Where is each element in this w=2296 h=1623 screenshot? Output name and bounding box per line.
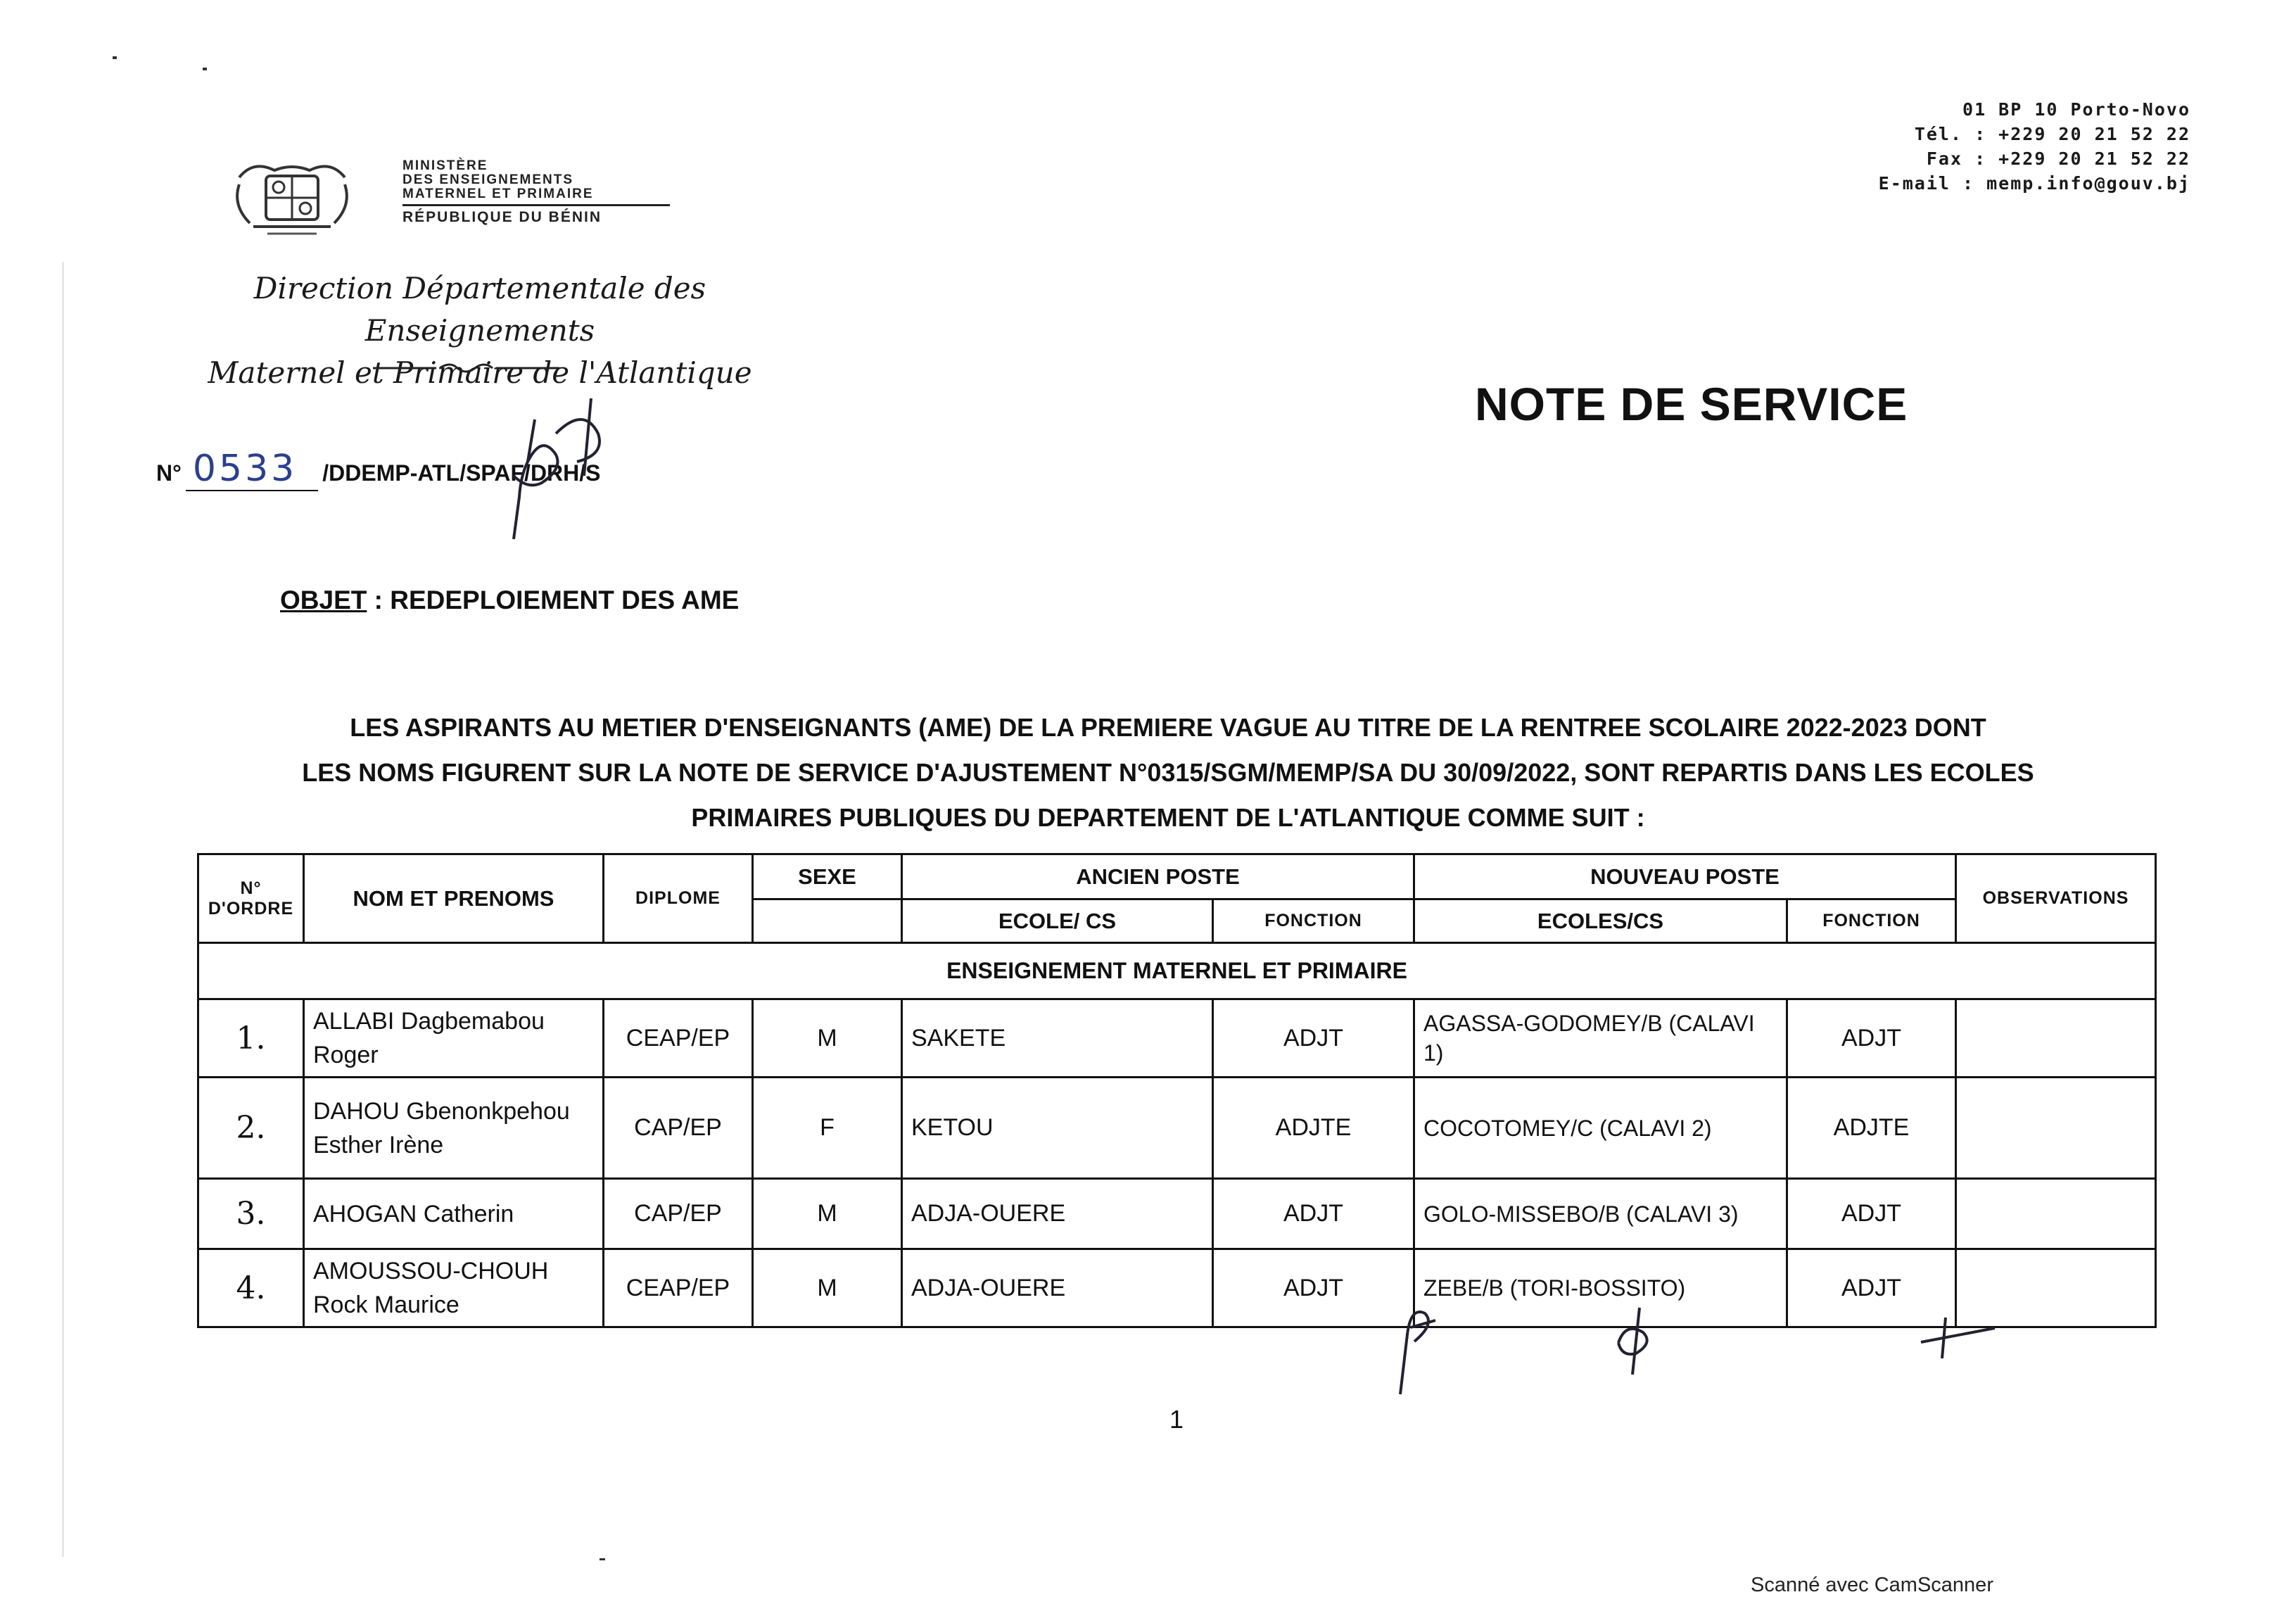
col-new-school: ECOLES/CS — [1414, 899, 1787, 943]
col-new-function: FONCTION — [1787, 899, 1956, 943]
cell-old-school: ADJA-OUERE — [902, 1179, 1213, 1249]
direction-line: Maternel et Primaire de l'Atlantique — [208, 355, 752, 390]
table-row — [198, 1249, 2156, 1327]
table-row — [198, 1078, 2156, 1179]
initials-signature — [486, 391, 654, 546]
cell-name: AMOUSSOU-CHOUH Rock Maurice — [304, 1249, 604, 1327]
col-old-post: ANCIEN POSTE — [902, 854, 1414, 899]
cell-name: ALLABI Dagbemabou Roger — [304, 999, 604, 1078]
initials-signature — [1914, 1311, 1998, 1360]
document-title: NOTE DE SERVICE — [1475, 378, 1908, 430]
cell-observations — [1956, 999, 2156, 1078]
scan-speck — [113, 56, 117, 59]
header-row — [198, 854, 2156, 899]
section-row — [198, 943, 2156, 999]
cell-old-function: ADJTE — [1213, 1078, 1414, 1179]
cell-old-school: KETOU — [902, 1078, 1213, 1179]
cell-new-function: ADJT — [1787, 999, 1956, 1078]
subject-line — [280, 586, 739, 615]
cell-diploma: CAP/EP — [604, 1179, 753, 1249]
col-order: N° D'ORDRE — [198, 854, 304, 943]
scanner-watermark: Scanné avec CamScanner — [1751, 1574, 1993, 1596]
intro-paragraph — [239, 705, 2097, 840]
coat-of-arms-icon — [225, 156, 359, 239]
cell-sex: M — [753, 1179, 902, 1249]
page-number: 1 — [1169, 1405, 1184, 1434]
cell-sex: M — [753, 999, 902, 1078]
intro-line: LES ASPIRANTS AU METIER D'ENSEIGNANTS (AME) DE LA PREMIERE VAGUE AU TITRE DE LA RENTREE SCOLAIRE 2022-2023 DONT — [350, 713, 1986, 742]
reference-prefix: N° — [156, 460, 182, 486]
phone-line: Tél. : +229 20 21 52 22 — [1914, 124, 2190, 144]
cell-observations — [1956, 1179, 2156, 1249]
cell-name: AHOGAN Catherin — [304, 1179, 604, 1249]
cell-order: 3. — [198, 1179, 304, 1249]
col-new-post: NOUVEAU POSTE — [1414, 854, 1956, 899]
contact-block — [1879, 97, 2190, 196]
cell-sex: F — [753, 1078, 902, 1179]
col-observations: OBSERVATIONS — [1956, 854, 2156, 943]
cell-old-function: ADJT — [1213, 1179, 1414, 1249]
col-old-function: FONCTION — [1213, 899, 1414, 943]
address-line: 01 BP 10 Porto-Novo — [1962, 99, 2190, 120]
reference-handwritten-number: 0533 — [186, 448, 318, 491]
cell-new-school: GOLO-MISSEBO/B (CALAVI 3) — [1414, 1179, 1787, 1249]
cell-diploma: CAP/EP — [604, 1078, 753, 1179]
initials-signature — [1597, 1301, 1675, 1378]
intro-line: LES NOMS FIGURENT SUR LA NOTE DE SERVICE D'AJUSTEMENT N°0315/SGM/MEMP/SA DU 30/09/2022, SONT REPARTIS DANS LES ECOLES — [302, 758, 2034, 787]
cell-diploma: CEAP/EP — [604, 999, 753, 1078]
republic-label: RÉPUBLIQUE DU BÉNIN — [402, 209, 602, 225]
reference-suffix: /DDEMP-ATL/SPAF/DRH/S — [322, 460, 601, 486]
direction-title — [198, 267, 761, 394]
cell-name: DAHOU Gbenonkpehou Esther Irène — [304, 1078, 604, 1179]
cell-new-function: ADJTE — [1787, 1078, 1956, 1179]
col-sex-blank — [753, 899, 902, 943]
cell-observations — [1956, 1078, 2156, 1179]
cell-sex: M — [753, 1249, 902, 1327]
cell-order: 4. — [198, 1249, 304, 1327]
scan-speck — [600, 1558, 605, 1560]
cell-order: 2. — [198, 1078, 304, 1179]
ministry-line: MATERNEL ET PRIMAIRE — [402, 187, 594, 201]
subject-text: : REDEPLOIEMENT DES AME — [374, 586, 740, 614]
redeployment-table — [197, 853, 2157, 1328]
table-row — [198, 1179, 2156, 1249]
cell-old-school: ADJA-OUERE — [902, 1249, 1213, 1327]
col-sex: SEXE — [753, 854, 902, 899]
ministry-rule — [402, 204, 670, 206]
page-edge — [62, 262, 64, 1557]
ministry-line: MINISTÈRE — [402, 158, 488, 173]
intro-line: PRIMAIRES PUBLIQUES DU DEPARTEMENT DE L'ATLANTIQUE COMME SUIT : — [691, 803, 1645, 832]
ministry-header — [402, 159, 670, 225]
col-name: NOM ET PRENOMS — [304, 854, 604, 943]
cell-diploma: CEAP/EP — [604, 1249, 753, 1327]
cell-new-school: ZEBE/B (TORI-BOSSITO) — [1414, 1249, 1787, 1327]
cell-new-school: AGASSA-GODOMEY/B (CALAVI 1) — [1414, 999, 1787, 1078]
initials-signature — [1386, 1292, 1450, 1398]
col-diploma: DIPLOME — [604, 854, 753, 943]
ornament-divider — [373, 361, 559, 375]
cell-old-function: ADJT — [1213, 1249, 1414, 1327]
section-label: ENSEIGNEMENT MATERNEL ET PRIMAIRE — [198, 943, 2156, 999]
cell-new-school: COCOTOMEY/C (CALAVI 2) — [1414, 1078, 1787, 1179]
subject-label: OBJET — [280, 586, 367, 614]
table-row — [198, 999, 2156, 1078]
cell-order: 1. — [198, 999, 304, 1078]
cell-new-function: ADJT — [1787, 1179, 1956, 1249]
col-old-school: ECOLE/ CS — [902, 899, 1213, 943]
fax-line: Fax : +229 20 21 52 22 — [1926, 149, 2190, 169]
ministry-line: DES ENSEIGNEMENTS — [402, 172, 574, 187]
email-line: E-mail : memp.info@gouv.bj — [1878, 173, 2190, 194]
cell-new-function: ADJT — [1787, 1249, 1956, 1327]
scan-speck — [203, 68, 207, 70]
cell-old-school: SAKETE — [902, 999, 1213, 1078]
cell-old-function: ADJT — [1213, 999, 1414, 1078]
direction-line: Direction Départementale des Enseignements — [253, 271, 706, 348]
